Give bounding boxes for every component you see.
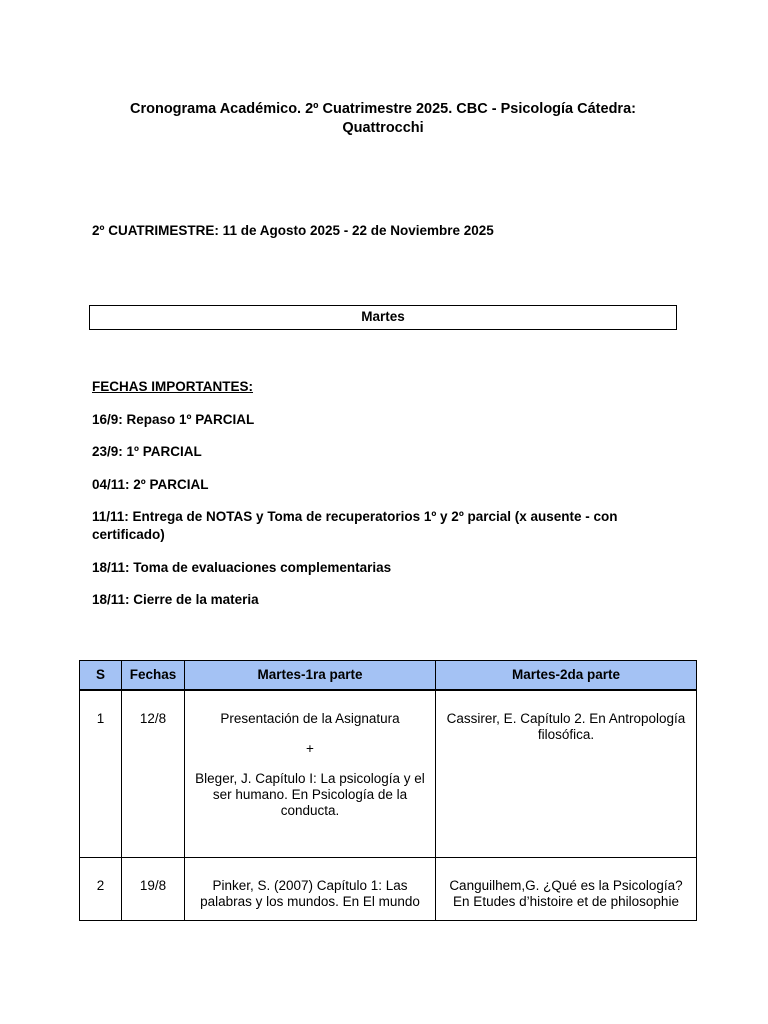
- part-2-cell: Cassirer, E. Capítulo 2. En Antropología filosófica.: [436, 690, 697, 858]
- semester-period: 2º CUATRIMESTRE: 11 de Agosto 2025 - 22 de Noviembre 2025: [92, 223, 494, 238]
- part-1-cell: Pinker, S. (2007) Capítulo 1: Las palabras y los mundos. En El mundo: [185, 858, 436, 921]
- important-dates-heading: FECHAS IMPORTANTES:: [92, 379, 253, 394]
- column-header-part-2: Martes-2da parte: [436, 661, 697, 691]
- part-1-reading: Bleger, J. Capítulo I: La psicología y el ser humano. En Psicología de la conducta.: [195, 771, 425, 818]
- plus-sign: +: [306, 741, 314, 756]
- date-cell: 12/8: [122, 690, 185, 858]
- week-cell: 1: [80, 690, 122, 858]
- important-date-item: 11/11: Entrega de NOTAS y Toma de recuperatorios 1º y 2º parcial (x ausente - con certificado): [92, 509, 618, 542]
- column-header-part-1: Martes-1ra parte: [185, 661, 436, 691]
- important-date-item: 04/11: 2º PARCIAL: [92, 477, 209, 492]
- part-2-cell: Canguilhem,G. ¿Qué es la Psicología? En Etudes d’histoire et de philosophie: [436, 858, 697, 921]
- schedule-table: [79, 660, 697, 921]
- part-1-topic: Presentación de la Asignatura: [220, 711, 400, 726]
- day-label-box: Martes: [89, 305, 677, 330]
- schedule-header-row: [80, 661, 697, 691]
- table-row: [80, 690, 697, 858]
- important-date-item: 18/11: Cierre de la materia: [92, 592, 259, 607]
- important-date-item: 18/11: Toma de evaluaciones complementarias: [92, 560, 392, 575]
- document-title: Cronograma Académico. 2º Cuatrimestre 2025. CBC - Psicología Cátedra: Quattrocchi: [130, 101, 636, 136]
- week-cell: 2: [80, 858, 122, 921]
- column-header-week: S: [80, 661, 122, 691]
- column-header-dates: Fechas: [122, 661, 185, 691]
- table-row: [80, 858, 697, 921]
- part-1-cell: [185, 690, 436, 858]
- date-cell: 19/8: [122, 858, 185, 921]
- important-date-item: 23/9: 1º PARCIAL: [92, 444, 202, 459]
- important-date-item: 16/9: Repaso 1º PARCIAL: [92, 412, 255, 427]
